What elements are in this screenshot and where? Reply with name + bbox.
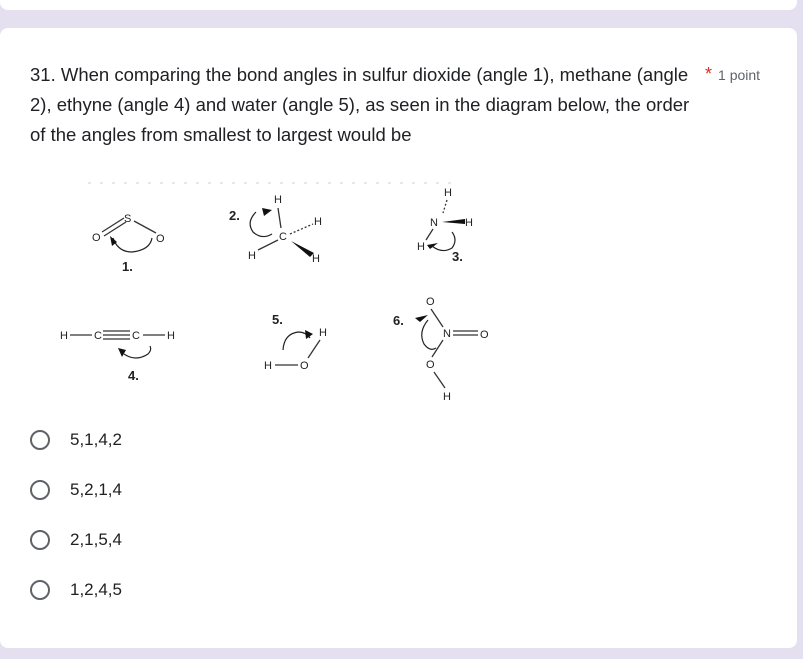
angle-1-label: 1.: [122, 259, 133, 274]
methane-h-top: H: [274, 194, 282, 206]
methane-carbon: C: [279, 231, 287, 243]
hno2-nitrogen: N: [443, 328, 451, 340]
nitrous-acid-molecule: [393, 296, 489, 403]
option-label: 1,2,4,5: [70, 580, 122, 599]
methane-h-left: H: [248, 250, 256, 262]
angle-6-label: 6.: [393, 313, 404, 328]
option-label: 2,1,5,4: [70, 530, 122, 549]
option-2[interactable]: [30, 475, 330, 505]
water-molecule: [264, 312, 327, 372]
water-h-left: H: [264, 360, 272, 372]
angle-5-label: 5.: [272, 312, 283, 327]
water-oxygen: O: [300, 360, 309, 372]
ethyne-h-right: H: [167, 330, 175, 342]
hno2-oxygen-bottom: O: [426, 359, 435, 371]
hno2-oxygen-right: O: [480, 329, 489, 341]
ammonia-h-left: H: [417, 241, 425, 253]
option-label: 5,1,4,2: [70, 430, 122, 449]
ethyne-carbon-2: C: [132, 330, 140, 342]
so2-oxygen-left: O: [92, 232, 101, 244]
so2-oxygen-right: O: [156, 233, 165, 245]
hno2-oxygen-top: O: [426, 296, 435, 308]
option-4[interactable]: [30, 575, 330, 605]
radio-button[interactable]: [30, 580, 50, 600]
angle-2-label: 2.: [229, 208, 240, 223]
angle-3-label: 3.: [452, 249, 463, 264]
option-label: 5,2,1,4: [70, 480, 122, 499]
radio-button[interactable]: [30, 480, 50, 500]
ethyne-carbon-1: C: [94, 330, 102, 342]
angle-4-label: 4.: [128, 368, 139, 383]
ammonia-h-top: H: [444, 187, 452, 199]
ammonia-h-right: H: [465, 217, 473, 229]
methane-molecule: [229, 194, 322, 265]
points-label: 1 point: [718, 67, 761, 83]
water-h-right: H: [319, 327, 327, 339]
radio-button[interactable]: [30, 430, 50, 450]
required-asterisk: *: [705, 64, 713, 84]
hno2-hydrogen: H: [443, 391, 451, 403]
radio-button[interactable]: [30, 530, 50, 550]
methane-h-right: H: [314, 216, 322, 228]
ammonia-nitrogen: N: [430, 217, 438, 229]
option-3[interactable]: [30, 525, 330, 555]
question-text: 31. When comparing the bond angles in sulfur dioxide (angle 1), methane (angle 2), ethyne (angle 4) and water (angle 5), as seen in the diagram below, the order of the angles from smallest to largest would be: [30, 64, 690, 145]
ethyne-h-left: H: [60, 330, 68, 342]
so2-molecule: [92, 213, 165, 274]
ammonia-molecule: [417, 187, 473, 264]
so2-sulfur: S: [124, 213, 132, 225]
option-1[interactable]: [30, 425, 330, 455]
methane-h-bottom: H: [312, 253, 320, 265]
ethyne-molecule: [60, 330, 175, 383]
